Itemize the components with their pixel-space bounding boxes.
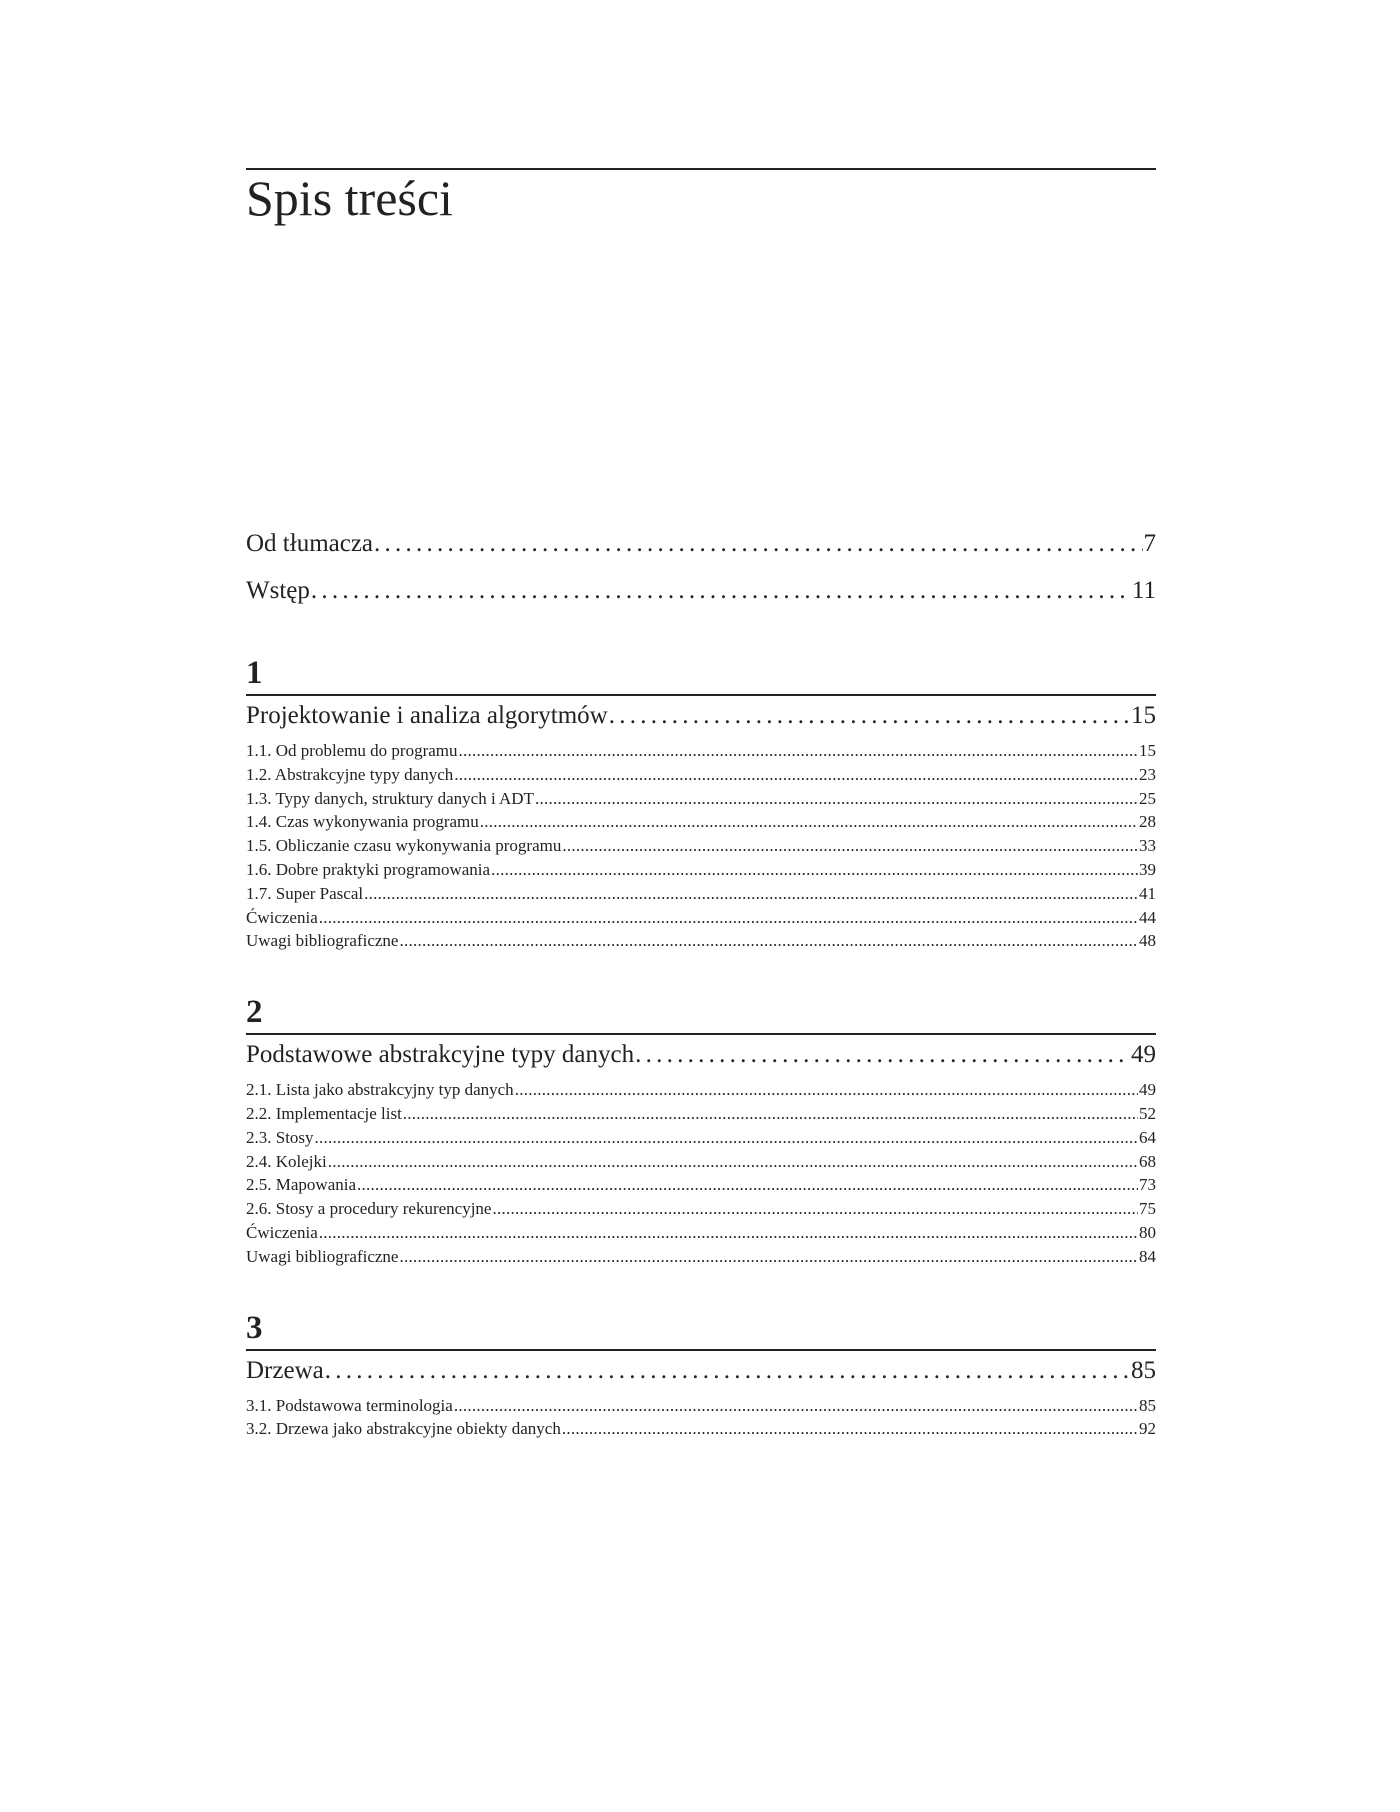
dot-leader — [454, 1394, 1138, 1418]
dot-leader — [357, 1173, 1138, 1197]
section-page-number: 84 — [1139, 1246, 1156, 1266]
dot-leader — [562, 834, 1138, 858]
section-page-number: 92 — [1139, 1419, 1156, 1439]
chapters — [246, 652, 1156, 1441]
toc-entry-section[interactable] — [246, 763, 1156, 787]
chapter-block — [246, 1307, 1156, 1442]
section-label: 2.1. Lista jako abstrakcyjny typ danych — [246, 1080, 514, 1100]
dot-leader — [515, 1078, 1138, 1102]
section-label: Ćwiczenia — [246, 907, 318, 927]
chapter-page-number: 49 — [1131, 1041, 1156, 1069]
toc-entry-section[interactable] — [246, 1245, 1156, 1269]
section-page-number: 48 — [1139, 931, 1156, 951]
toc-entry-section[interactable] — [246, 1078, 1156, 1102]
toc-entry-section[interactable] — [246, 1221, 1156, 1245]
dot-leader — [454, 763, 1138, 787]
section-page-number: 33 — [1139, 836, 1156, 856]
chapter-number: 2 — [246, 994, 263, 1031]
section-label: 2.5. Mapowania — [246, 1175, 357, 1195]
table-of-contents — [246, 520, 1156, 1441]
chapter-title-entry[interactable] — [246, 1033, 1156, 1074]
section-page-number: 49 — [1139, 1080, 1156, 1100]
section-page-number: 44 — [1139, 907, 1156, 927]
section-list — [246, 739, 1156, 953]
toc-entry-section[interactable] — [246, 882, 1156, 906]
chapter-page-number: 15 — [1131, 702, 1156, 729]
section-page-number: 25 — [1139, 788, 1156, 808]
dot-leader — [399, 1245, 1138, 1269]
dot-leader — [319, 906, 1138, 930]
dot-leader — [325, 1352, 1130, 1390]
entry-label: Od tłumacza — [246, 530, 374, 557]
dot-leader — [562, 1417, 1138, 1441]
toc-entry-section[interactable] — [246, 787, 1156, 811]
dot-leader — [328, 1150, 1138, 1174]
dot-leader — [535, 787, 1138, 811]
toc-entry-section[interactable] — [246, 834, 1156, 858]
section-label: 2.2. Implementacje list — [246, 1103, 402, 1123]
dot-leader — [374, 520, 1142, 567]
section-label: 2.4. Kolejki — [246, 1151, 327, 1171]
section-page-number: 64 — [1139, 1127, 1156, 1147]
section-label: 2.6. Stosy a procedury rekurencyjne — [246, 1199, 492, 1219]
section-list — [246, 1078, 1156, 1268]
chapter-number: 1 — [246, 655, 263, 691]
toc-entry-section[interactable] — [246, 1417, 1156, 1441]
section-page-number: 85 — [1139, 1395, 1156, 1415]
chapter-title-entry[interactable] — [246, 694, 1156, 735]
toc-entry-section[interactable] — [246, 810, 1156, 834]
page-title: Spis treści — [246, 170, 453, 226]
toc-entry-section[interactable] — [246, 1102, 1156, 1126]
chapter-title: Podstawowe abstrakcyjne typy danych — [246, 1041, 635, 1069]
section-label: 1.4. Czas wykonywania programu — [246, 812, 479, 832]
toc-entry-front[interactable] — [246, 520, 1156, 567]
toc-entry-front[interactable] — [246, 567, 1156, 614]
toc-entry-section[interactable] — [246, 929, 1156, 953]
dot-leader — [635, 1036, 1130, 1074]
toc-entry-section[interactable] — [246, 906, 1156, 930]
entry-page-number: 11 — [1131, 577, 1156, 604]
chapter-title-entry[interactable] — [246, 1349, 1156, 1390]
section-label: 1.7. Super Pascal — [246, 883, 364, 903]
section-page-number: 80 — [1139, 1222, 1156, 1242]
section-page-number: 41 — [1139, 883, 1156, 903]
dot-leader — [311, 567, 1131, 614]
section-label: Uwagi bibliograficzne — [246, 931, 399, 951]
dot-leader — [480, 810, 1138, 834]
section-label: 1.6. Dobre praktyki programowania — [246, 859, 491, 879]
section-page-number: 68 — [1139, 1151, 1156, 1171]
dot-leader — [491, 858, 1138, 882]
section-label: 1.2. Abstrakcyjne typy danych — [246, 764, 454, 784]
front-matter — [246, 520, 1156, 614]
toc-entry-section[interactable] — [246, 1394, 1156, 1418]
toc-entry-section[interactable] — [246, 1197, 1156, 1221]
section-label: 3.2. Drzewa jako abstrakcyjne obiekty danych — [246, 1419, 561, 1439]
section-label: 1.5. Obliczanie czasu wykonywania programu — [246, 836, 562, 856]
section-list — [246, 1394, 1156, 1442]
section-label: 1.3. Typy danych, struktury danych i ADT — [246, 788, 534, 808]
dot-leader — [364, 882, 1138, 906]
dot-leader — [403, 1102, 1138, 1126]
toc-entry-section[interactable] — [246, 739, 1156, 763]
section-label: 3.1. Podstawowa terminologia — [246, 1395, 453, 1415]
dot-leader — [609, 697, 1130, 735]
dot-leader — [319, 1221, 1138, 1245]
section-label: 2.3. Stosy — [246, 1127, 314, 1147]
chapter-block — [246, 991, 1156, 1268]
section-page-number: 73 — [1139, 1175, 1156, 1195]
chapter-title: Projektowanie i analiza algorytmów — [246, 702, 608, 729]
section-label: 1.1. Od problemu do programu — [246, 741, 458, 760]
dot-leader — [459, 739, 1138, 763]
toc-entry-section[interactable] — [246, 1173, 1156, 1197]
chapter-number: 3 — [246, 1309, 263, 1346]
toc-entry-section[interactable] — [246, 858, 1156, 882]
chapter-title: Drzewa — [246, 1356, 324, 1384]
section-label: Ćwiczenia — [246, 1222, 318, 1242]
toc-entry-section[interactable] — [246, 1150, 1156, 1174]
section-label: Uwagi bibliograficzne — [246, 1246, 399, 1266]
dot-leader — [492, 1197, 1138, 1221]
chapter-page-number: 85 — [1131, 1356, 1156, 1384]
chapter-block — [246, 652, 1156, 953]
section-page-number: 39 — [1139, 859, 1156, 879]
dot-leader — [399, 929, 1138, 953]
section-page-number: 28 — [1139, 812, 1156, 832]
section-page-number: 15 — [1139, 741, 1156, 760]
toc-entry-section[interactable] — [246, 1126, 1156, 1150]
section-page-number: 75 — [1139, 1199, 1156, 1219]
entry-page-number: 7 — [1143, 530, 1156, 557]
section-page-number: 52 — [1139, 1103, 1156, 1123]
section-page-number: 23 — [1139, 764, 1156, 784]
dot-leader — [315, 1126, 1138, 1150]
entry-label: Wstęp — [246, 577, 310, 604]
